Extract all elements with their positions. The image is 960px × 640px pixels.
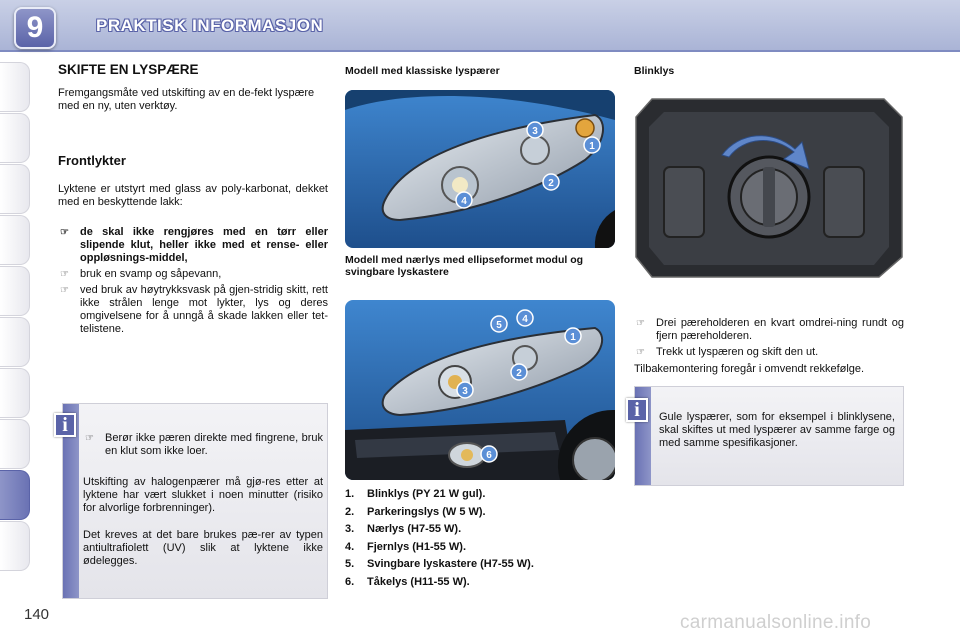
info-box-right: [634, 386, 904, 486]
page-number: 140: [24, 606, 50, 623]
info-paragraph: Gule lyspærer, som for eksempel i blinklysene, skal skiftes ut med lyspærer av samme farge og med samme spesifikasjoner.: [659, 411, 895, 449]
headlamp-ellipse-illustration: [345, 300, 615, 480]
indicator-steps: [634, 317, 904, 362]
callout-4: 4: [461, 196, 467, 207]
intro-text: Fremgangsmåte ved utskifting av en de-fekt lyspære med en ny, uten verktøy.: [58, 87, 315, 112]
chapter-tab[interactable]: [0, 368, 30, 418]
chapter-tab[interactable]: [0, 419, 30, 469]
callout-3: 3: [462, 386, 468, 397]
chapter-tab-active[interactable]: [0, 470, 30, 520]
info-box-left: [62, 403, 328, 599]
legend-item: 1. Blinklys (PY 21 W gul).: [345, 488, 486, 500]
chapter-tab[interactable]: [0, 521, 30, 571]
chapter-tab[interactable]: [0, 317, 30, 367]
pointing-hand-icon: ☞: [60, 269, 69, 280]
chapter-tab[interactable]: [0, 164, 30, 214]
front-lights-text: Lyktene er utstyrt med glass av poly-karbonat, dekket med en beskyttende lakk:: [58, 183, 328, 208]
classic-bulbs-label: Modell med klassiske lyspærer: [345, 65, 500, 77]
pointing-hand-icon: ☞: [636, 318, 645, 329]
care-list: [58, 226, 328, 339]
callout-5: 5: [496, 320, 502, 331]
ellipse-module-label: Modell med nærlys med ellipseformet modul og svingbare lyskastere: [345, 254, 584, 278]
bulb-legend: [345, 486, 534, 591]
headlamp-classic-photo: [345, 90, 615, 248]
page-header: [0, 0, 960, 52]
callout-1: 1: [570, 332, 576, 343]
front-lights-heading: Frontlykter: [58, 153, 126, 168]
pointing-hand-icon: ☞: [636, 347, 645, 358]
callout-1: 1: [589, 141, 595, 152]
pointing-hand-icon: ☞: [60, 285, 69, 296]
list-item: ☞ Drei pæreholderen en kvart omdrei-ning rundt og fjern pæreholderen.: [636, 317, 904, 342]
reassembly-text: Tilbakemontering foregår i omvendt rekkefølge.: [634, 363, 865, 375]
callout-4: 4: [522, 314, 528, 325]
callout-3: 3: [532, 126, 538, 137]
indicator-heading: Blinklys: [634, 65, 675, 77]
watermark: carmanualsonline.info: [680, 612, 872, 633]
chapter-tab[interactable]: [0, 215, 30, 265]
indicator-illustration: [634, 97, 904, 279]
legend-item: 5. Svingbare lyskastere (H7-55 W).: [345, 558, 534, 570]
list-item: ☞ de skal ikke rengjøres med en tørr eller slipende klut, heller ikke med et rense- eller oppløsnings-middel,: [60, 226, 328, 264]
info-list: [83, 432, 323, 461]
info-icon: i: [54, 413, 76, 437]
list-item: ☞ Berør ikke pæren direkte med fingrene, bruk en klut som ikke loer.: [85, 432, 323, 457]
chapter-tab[interactable]: [0, 113, 30, 163]
legend-item: 2. Parkeringslys (W 5 W).: [345, 505, 486, 518]
legend-item: 4. Fjernlys (H1-55 W).: [345, 540, 467, 553]
chapter-tab[interactable]: [0, 266, 30, 316]
list-item: ☞ ved bruk av høytrykksvask på gjen-stridig skitt, rett ikke strålen lenge mot lykter, lys og deres omgivelsene for å unngå å skade lakken eller tet-telistene.: [60, 284, 328, 335]
callout-2: 2: [548, 178, 554, 189]
info-paragraph: Det kreves at det bare brukes pæ-rer av typen antiultrafiolett (UV) slik at lyktene ikke ødelegges.: [83, 529, 323, 567]
info-paragraph: Utskifting av halogenpærer må gjø-res etter at lyktene har vært slukket i noen minutter (risiko for alvorlige forbrenninger).: [83, 476, 323, 514]
headlamp-ellipse-photo: [345, 300, 615, 480]
chapter-badge: 9: [14, 7, 56, 49]
headlamp-classic-illustration: [345, 90, 615, 248]
chapter-title: PRAKTISK INFORMASJON: [96, 16, 324, 35]
section-title: SKIFTE EN LYSPÆRE: [58, 62, 199, 77]
list-item: ☞ bruk en svamp og såpevann,: [60, 268, 222, 280]
chapter-tab[interactable]: [0, 62, 30, 112]
legend-item: 6. Tåkelys (H11-55 W).: [345, 575, 470, 588]
callout-2: 2: [516, 368, 522, 379]
legend-item: 3. Nærlys (H7-55 W).: [345, 523, 462, 535]
chapter-tabs: [0, 62, 32, 572]
pointing-hand-icon: ☞: [85, 433, 94, 444]
list-item: ☞ Trekk ut lyspæren og skift den ut.: [636, 346, 819, 358]
info-icon: i: [626, 398, 648, 422]
pointing-hand-icon: ☞: [60, 227, 69, 238]
indicator-photo: [634, 97, 904, 279]
callout-6: 6: [486, 450, 492, 461]
